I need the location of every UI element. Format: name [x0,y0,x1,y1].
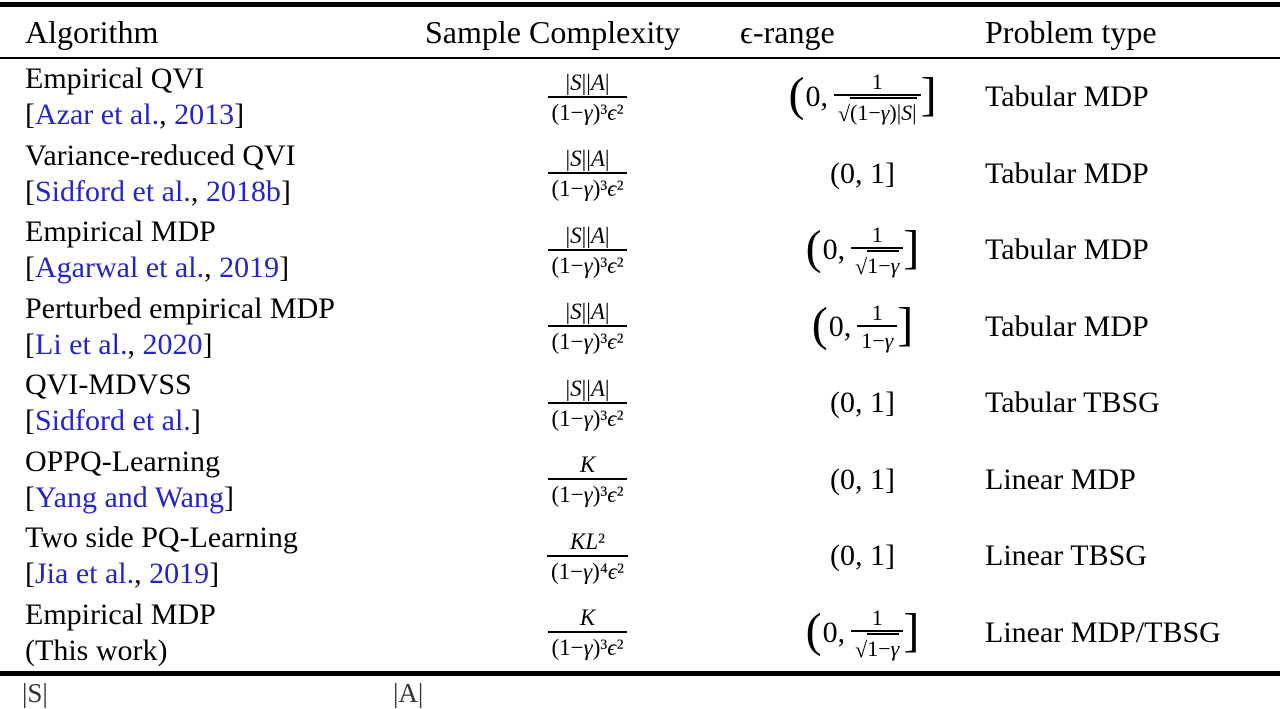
fraction-numerator: |S||A| [565,146,610,172]
epsilon-range-value: (0, 1] [830,462,895,496]
fraction [851,222,903,278]
table-bottom-rule [0,671,1280,676]
table-header-row [0,7,1280,57]
algorithm-name: Empirical MDP [25,597,216,631]
algorithm-citation [25,174,425,210]
citation-text: ] [223,480,234,514]
citation-link[interactable]: Agarwal et al. [35,251,205,285]
algorithm-cell [0,136,425,213]
citation-link[interactable]: Azar et al. [35,98,160,132]
close-bracket: ] [897,297,914,351]
citation-text: [ [25,174,35,208]
sample-complexity-cell [425,212,740,289]
algorithm-cell [0,518,425,595]
close-bracket: ] [903,221,920,275]
citation-text: ] [209,557,220,591]
radical-sign: √ [855,636,868,662]
fraction [548,375,628,432]
algorithm-name: Variance-reduced QVI [25,138,296,172]
problem-type-cell [985,136,1280,213]
citation-text: [ [25,327,35,361]
table-body [0,59,1280,671]
citation-link[interactable]: Sidford et al. [35,174,191,208]
citation-text: (This work) [25,633,168,667]
fraction [548,222,628,279]
epsilon-range-cell [740,442,985,519]
fraction-numerator: 1 [871,69,883,95]
column-header-epsilon-range: ϵ-range [740,13,835,50]
square-root: √1−γ [855,633,899,661]
algorithm-cell [0,59,425,136]
epsilon-range-value: ( 0, $\frac{1}{√1-\gamma}$ ] [805,603,920,662]
footnote-fragment: |A| [393,678,424,708]
square-root: √1−γ [855,250,899,278]
epsilon-range-cell [740,595,985,672]
square-root: √(1−γ)|S| [838,97,917,125]
fraction-denominator: (1−γ)³ϵ² [548,96,628,126]
sample-complexity-cell [425,59,740,136]
citation-text: ] [190,404,201,438]
fraction-denominator: (1−γ)³ϵ² [548,402,628,432]
algorithm-name: Two side PQ-Learning [25,521,298,555]
fraction-numerator: |S||A| [565,299,610,325]
citation-text: [ [25,251,35,285]
citation-text: [ [25,404,35,438]
fraction-denominator [851,247,903,278]
algorithm-citation [25,556,425,592]
fraction-denominator: (1−γ)³ϵ² [548,631,628,661]
column-header-algorithm: Algorithm [25,13,159,50]
problem-type-value: Tabular MDP [985,233,1149,267]
citation-link[interactable]: 2013 [174,98,235,132]
problem-type-value: Tabular TBSG [985,386,1160,420]
fraction [548,451,628,508]
fraction-denominator: (1−γ)³ϵ² [548,325,628,355]
fraction-denominator: (1−γ)³ϵ² [548,478,628,508]
fraction-numerator: |S||A| [565,375,610,401]
algorithm-citation [25,97,425,133]
radical-sign: √ [837,101,851,127]
algorithm-cell [0,442,425,519]
fraction-denominator [834,94,921,125]
epsilon-range-value: ( 0, $\frac{1}{1-\gamma}$ ] [811,297,914,354]
epsilon-range-value: (0, 1] [830,539,895,573]
problem-type-value: Linear MDP/TBSG [985,615,1221,649]
epsilon-range-cell [740,59,985,136]
radical-sign: √ [855,254,868,280]
problem-type-cell [985,595,1280,672]
open-paren: ( [788,68,805,122]
fraction-numerator: 1 [871,300,883,326]
algorithm-cell [0,595,425,672]
citation-text: [ [25,480,35,514]
algorithm-name: Perturbed empirical MDP [25,291,335,325]
epsilon-range-cell [740,289,985,366]
fraction-numerator: KL² [569,528,606,554]
open-paren: ( [811,297,828,351]
sample-complexity-cell [425,518,740,595]
algorithm-name: OPPQ-Learning [25,444,220,478]
fraction [851,605,903,661]
citation-text: ] [279,251,290,285]
sample-complexity-cell [425,365,740,442]
problem-type-cell [985,289,1280,366]
fraction [857,300,897,353]
fraction [548,69,628,126]
fraction-denominator: (1−γ)³ϵ² [548,249,628,279]
fraction-denominator: (1−γ)³ϵ² [548,172,628,202]
algorithm-citation [25,480,425,516]
problem-type-value: Linear MDP [985,462,1136,496]
citation-link[interactable]: Yang and Wang [35,480,224,514]
citation-text: ] [280,174,291,208]
epsilon-range-cell [740,136,985,213]
sample-complexity-cell [425,442,740,519]
problem-type-cell [985,442,1280,519]
fraction [834,69,921,125]
epsilon-range-cell [740,365,985,442]
algorithm-name: QVI-MDVSS [25,368,192,402]
problem-type-cell [985,365,1280,442]
fraction-denominator: (1−γ)⁴ϵ² [547,555,628,585]
fraction [547,528,628,585]
citation-text: [ [25,98,35,132]
citation-link[interactable]: Jia et al. [35,557,135,591]
problem-type-cell [985,518,1280,595]
citation-text: , [127,327,143,361]
algorithm-citation [25,250,425,286]
citation-link[interactable]: 2019 [219,251,280,285]
problem-type-value: Tabular MDP [985,80,1149,114]
problem-type-cell [985,212,1280,289]
algorithm-citation [25,403,425,439]
algorithm-name: Empirical QVI [25,62,205,96]
problem-type-value: Tabular MDP [985,156,1149,190]
citation-text: , [159,98,175,132]
citation-link[interactable]: Sidford et al. [35,404,191,438]
cropped-footnote-line [0,678,1280,708]
citation-link[interactable]: 2020 [142,327,203,361]
algorithm-name: Empirical MDP [25,215,216,249]
citation-link[interactable]: 2019 [149,557,210,591]
citation-text: [ [25,557,35,591]
sample-complexity-cell [425,595,740,672]
citation-link[interactable]: 2018b [205,174,281,208]
fraction-numerator: 1 [871,604,883,630]
sample-complexity-cell [425,289,740,366]
epsilon-range-value: (0, 1] [830,156,895,190]
fraction-numerator: K [579,605,596,631]
fraction-numerator: K [579,452,596,478]
problem-type-value: Tabular MDP [985,309,1149,343]
citation-text: , [204,251,220,285]
fraction [548,604,628,661]
algorithm-cell [0,365,425,442]
citation-text: ] [202,327,213,361]
fraction-numerator: |S||A| [565,222,610,248]
epsilon-range-value: ( 0, $\frac{1}{√1-\gamma}$ ] [805,221,920,280]
epsilon-range-cell [740,518,985,595]
fraction-numerator: 1 [871,222,883,248]
column-header-sample-complexity: Sample Complexity [425,13,681,50]
close-bracket: ] [920,68,937,122]
fraction-denominator: 1−γ [857,325,897,353]
algorithm-citation [25,633,425,669]
epsilon-range-value: (0, 1] [830,386,895,420]
open-paren: ( [805,221,822,275]
open-paren: ( [805,603,822,657]
algorithm-cell [0,289,425,366]
citation-text: , [190,174,206,208]
citation-text: ] [234,98,245,132]
column-header-problem-type: Problem type [985,13,1157,50]
problem-type-value: Linear TBSG [985,539,1147,573]
algorithm-cell [0,212,425,289]
sample-complexity-cell [425,136,740,213]
fraction [548,145,628,202]
footnote-fragment: |S| [22,678,48,708]
fraction-numerator: |S||A| [565,69,610,95]
citation-link[interactable]: Li et al. [35,327,128,361]
problem-type-cell [985,59,1280,136]
close-bracket: ] [903,603,920,657]
fraction-denominator [851,630,903,661]
citation-text: , [134,557,150,591]
epsilon-range-value: ( 0, $\frac{1}{√(1-\gamma)|S|}$ ] [788,68,937,127]
fraction [548,298,628,355]
algorithm-citation [25,327,425,363]
epsilon-range-cell [740,212,985,289]
